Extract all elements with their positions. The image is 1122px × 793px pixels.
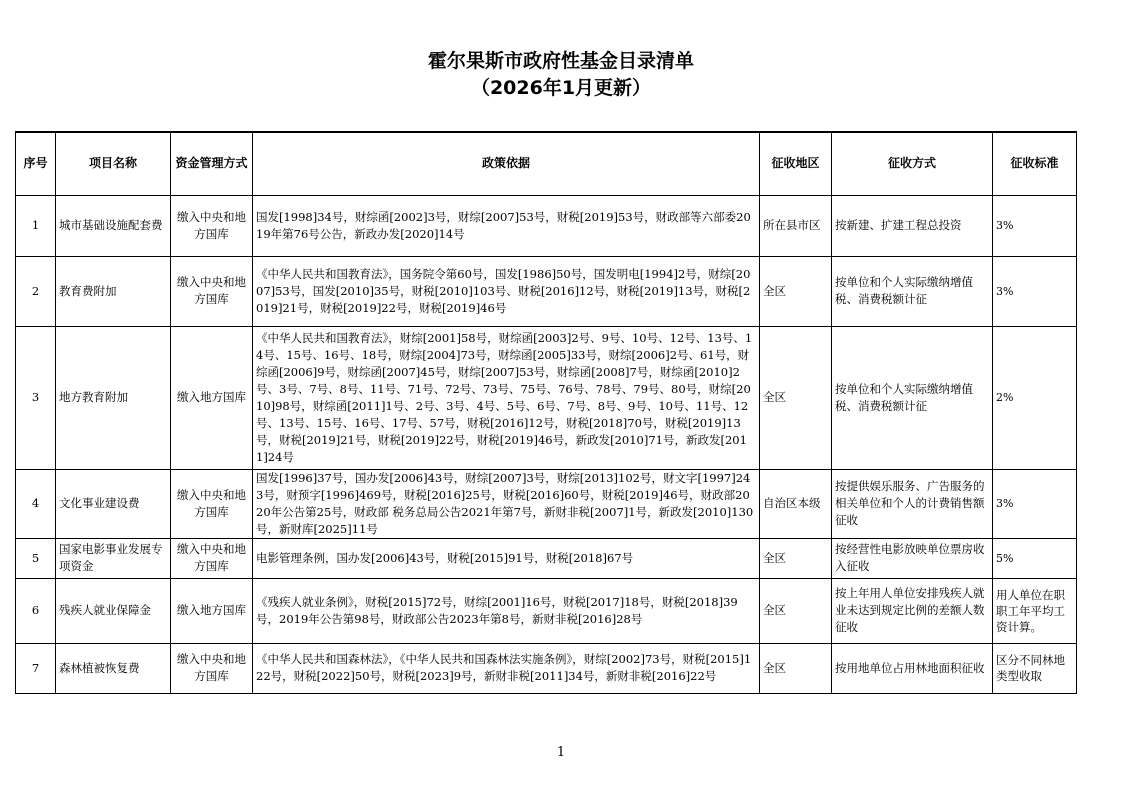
header-basis: 政策依据 (253, 132, 760, 195)
cell-basis: 国发[1998]34号，财综函[2002]3号，财综[2007]53号，财税[2019]53号，财政部等六部委2019年第76号公告，新政办发[2020]14号 (253, 195, 760, 256)
cell-no: 5 (16, 538, 56, 578)
table-row (16, 195, 1077, 256)
cell-standard: 2% (993, 326, 1077, 469)
cell-region: 自治区本级 (760, 469, 832, 538)
table-row (16, 538, 1077, 578)
cell-no: 7 (16, 643, 56, 693)
cell-name: 城市基础设施配套费 (56, 195, 171, 256)
cell-method: 按提供娱乐服务、广告服务的相关单位和个人的计费销售额征收 (832, 469, 993, 538)
cell-method: 按经营性电影放映单位票房收入征收 (832, 538, 993, 578)
cell-region: 全区 (760, 326, 832, 469)
cell-name: 国家电影事业发展专项资金 (56, 538, 171, 578)
cell-name: 森林植被恢复费 (56, 643, 171, 693)
cell-no: 2 (16, 256, 56, 326)
cell-no: 6 (16, 578, 56, 643)
cell-method: 按上年用人单位安排残疾人就业未达到规定比例的差额人数征收 (832, 578, 993, 643)
header-name: 项目名称 (56, 132, 171, 195)
header-method: 征收方式 (832, 132, 993, 195)
cell-method: 按用地单位占用林地面积征收 (832, 643, 993, 693)
page-number: 1 (556, 745, 566, 760)
table-row (16, 469, 1077, 538)
cell-mgmt: 缴入地方国库 (171, 578, 253, 643)
document-title: 霍尔果斯市政府性基金目录清单 (427, 50, 694, 72)
fund-catalog-table (15, 131, 1077, 694)
cell-basis: 《残疾人就业条例》，财税[2015]72号，财综[2001]16号，财税[2017]18号，财税[2018]39号，2019年公告第98号，财政部公告2023年第8号，新财非税[2016]28号 (253, 578, 760, 643)
cell-method: 按新建、扩建工程总投资 (832, 195, 993, 256)
document-subtitle: （2026年1月更新） (470, 77, 652, 99)
cell-no: 3 (16, 326, 56, 469)
header-region: 征收地区 (760, 132, 832, 195)
cell-name: 文化事业建设费 (56, 469, 171, 538)
cell-basis: 《中华人民共和国森林法》，《中华人民共和国森林法实施条例》，财综[2002]73号，财税[2015]122号，财税[2022]50号，财税[2023]9号，新财非税[2011]34号，新财非税[2016]22号 (253, 643, 760, 693)
cell-region: 全区 (760, 538, 832, 578)
cell-standard: 区分不同林地类型收取 (993, 643, 1077, 693)
cell-no: 4 (16, 469, 56, 538)
cell-standard: 5% (993, 538, 1077, 578)
cell-standard: 3% (993, 195, 1077, 256)
cell-name: 残疾人就业保障金 (56, 578, 171, 643)
cell-basis: 《中华人民共和国教育法》，财综[2001]58号，财综函[2003]2号、9号、10号、12号、13号、14号、15号、16号、18号，财综[2004]73号，财综函[2005]33号，财综[2006]2号、61号，财综函[2006]9号，财综函[2007]45号，财综[2007]53号，财综函[2008]7号，财综函[2010]2号、3号、7号、8号、11号、71号、72号、73号、75号、76号、78号、79号、80号，财综[2010]98号，财综函[2011]1号、2号、3号、4号、5号、6号、7号、8号、9号、10号、11号、12号、13号、15号、16号、17号、57号，财税[2016]12号，财税[2018]70号，财税[2019]13号，财税[2019]21号，财税[2019]22号，财税[2019]46号，新政发[2010]71号，新政发[2011]24号 (253, 326, 760, 469)
cell-standard: 3% (993, 469, 1077, 538)
table-row (16, 643, 1077, 693)
cell-name: 地方教育附加 (56, 326, 171, 469)
table-row (16, 256, 1077, 326)
cell-mgmt: 缴入中央和地方国库 (171, 643, 253, 693)
cell-basis: 电影管理条例，国办发[2006]43号，财税[2015]91号，财税[2018]67号 (253, 538, 760, 578)
cell-mgmt: 缴入中央和地方国库 (171, 256, 253, 326)
cell-standard: 用人单位在职职工年平均工资计算。 (993, 578, 1077, 643)
cell-method: 按单位和个人实际缴纳增值税、消费税额计征 (832, 256, 993, 326)
cell-name: 教育费附加 (56, 256, 171, 326)
table-row (16, 578, 1077, 643)
cell-region: 全区 (760, 643, 832, 693)
cell-region: 全区 (760, 256, 832, 326)
cell-no: 1 (16, 195, 56, 256)
header-no: 序号 (16, 132, 56, 195)
cell-region: 全区 (760, 578, 832, 643)
table-row (16, 326, 1077, 469)
table-header-row (16, 132, 1077, 195)
cell-standard: 3% (993, 256, 1077, 326)
cell-region: 所在县市区 (760, 195, 832, 256)
cell-mgmt: 缴入中央和地方国库 (171, 195, 253, 256)
cell-basis: 国发[1996]37号，国办发[2006]43号，财综[2007]3号，财综[2013]102号，财文字[1997]243号，财预字[1996]469号，财税[2016]25号，财税[2016]60号，财税[2019]46号，财政部2020年公告第25号，财政部 税务总局公告2021年第7号，新财非税[2007]1号，新政发[2010]130号，新财库[2025]11号 (253, 469, 760, 538)
header-mgmt: 资金管理方式 (171, 132, 253, 195)
cell-basis: 《中华人民共和国教育法》，国务院令第60号，国发[1986]50号，国发明电[1994]2号，财综[2007]53号，国发[2010]35号，财税[2010]103号、财税[2016]12号，财税[2019]13号，财税[2019]21号，财税[2019]22号，财税[2019]46号 (253, 256, 760, 326)
header-standard: 征收标准 (993, 132, 1077, 195)
cell-mgmt: 缴入地方国库 (171, 326, 253, 469)
cell-mgmt: 缴入中央和地方国库 (171, 469, 253, 538)
cell-method: 按单位和个人实际缴纳增值税、消费税额计征 (832, 326, 993, 469)
cell-mgmt: 缴入中央和地方国库 (171, 538, 253, 578)
